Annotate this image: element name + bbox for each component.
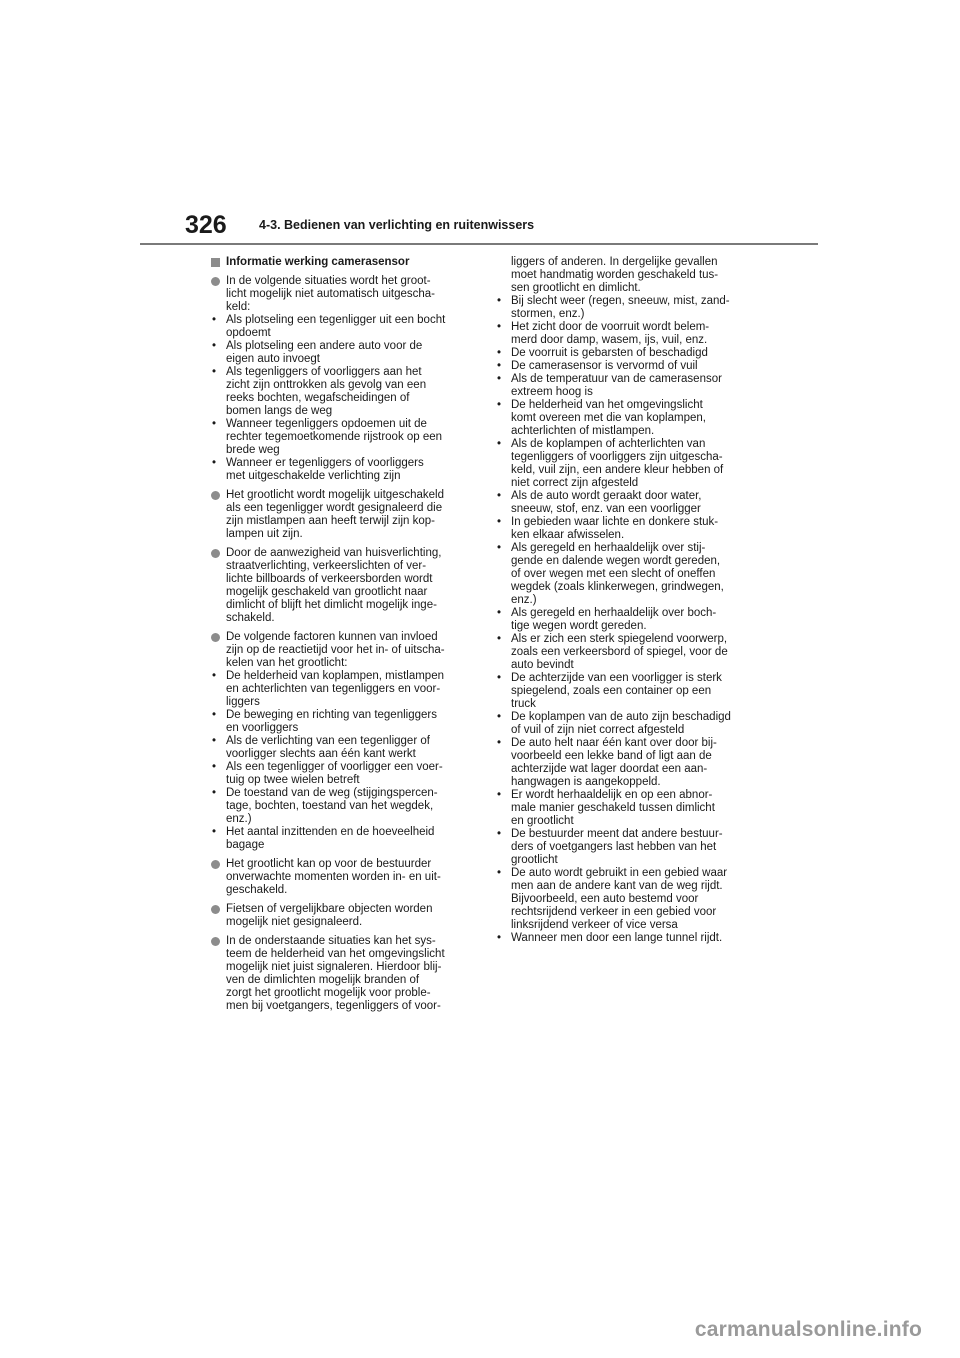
- paragraph-item: [211, 858, 469, 897]
- page-header: [0, 0, 960, 250]
- bullet-text: Wanneer men door een lange tunnel rijdt.: [511, 932, 723, 944]
- bullet-icon: •: [497, 295, 502, 307]
- bullet-item: [496, 399, 754, 438]
- right-bullet-list: [496, 295, 754, 945]
- bullet-text: De beweging en richting van tegenliggers en voorliggers: [226, 709, 437, 734]
- paragraph-item: [211, 547, 469, 625]
- bullet-item: [496, 711, 754, 737]
- bullet-icon: •: [212, 340, 217, 352]
- left-paragraphs: [211, 275, 469, 1013]
- bullet-item: [496, 789, 754, 828]
- bullet-text: De helderheid van koplampen, mistlampen en achterlichten van tegenliggers en voor- liggers: [226, 670, 444, 708]
- bullet-text: De toestand van de weg (stijgingspercen- tage, bochten, toestand van het wegdek, enz.): [226, 787, 438, 825]
- bullet-item: [211, 340, 469, 366]
- bullet-text: Als plotseling een andere auto voor de eigen auto invoegt: [226, 340, 423, 365]
- bullet-text: Als de auto wordt geraakt door water, sneeuw, stof, enz. van een voorligger: [511, 490, 702, 515]
- right-column: [496, 256, 754, 945]
- left-column: [211, 256, 469, 1013]
- bullet-item: [496, 607, 754, 633]
- section-title: Informatie werking camerasensor: [226, 256, 410, 268]
- paragraph-text: In de volgende situaties wordt het groot- licht mogelijk niet automatisch uitgescha- keld:: [226, 275, 436, 313]
- bullet-text: Als geregeld en herhaaldelijk over stij- gende en dalende wegen wordt gereden, of over wegen met een slecht of oneffen wegdek (zoals klinkerwegen, grindwegen, enz.): [511, 542, 724, 606]
- bullet-item: [496, 516, 754, 542]
- bullet-item: [496, 438, 754, 490]
- bullet-item: [211, 826, 469, 852]
- bullet-text: Het zicht door de voorruit wordt belem- merd door damp, wasem, ijs, vuil, enz.: [511, 321, 710, 346]
- bullet-icon: •: [497, 633, 502, 645]
- square-icon: [211, 258, 220, 267]
- bullet-text: Wanneer er tegenliggers of voorliggers met uitgeschakelde verlichting zijn: [226, 457, 424, 482]
- paragraph-item: [211, 935, 469, 1013]
- right-lead-text: liggers of anderen. In dergelijke gevallen moet handmatig worden geschakeld tus- sen grootlicht en dimlicht.: [511, 256, 719, 294]
- bullet-text: De auto wordt gebruikt in een gebied waar men aan de andere kant van de weg rijdt. Bijvoorbeeld, een auto bestemd voor rechtsrijdend verkeer in een gebied voor linksrijdend verkeer of vice versa: [511, 867, 728, 931]
- page-number: 326: [185, 211, 227, 239]
- paragraph-text: De volgende factoren kunnen van invloed zijn op de reactietijd voor het in- of uitscha- kelen van het grootlicht:: [226, 631, 445, 669]
- bullet-icon: •: [497, 360, 502, 372]
- bullet-item: [496, 373, 754, 399]
- bullet-text: Als geregeld en herhaaldelijk over boch- tige wegen wordt gereden.: [511, 607, 717, 632]
- paragraph-item: [211, 275, 469, 483]
- bullet-icon: •: [497, 672, 502, 684]
- bullet-icon: •: [497, 399, 502, 411]
- dot-icon: [211, 860, 220, 869]
- bullet-text: Als plotseling een tegenligger uit een bocht opdoemt: [226, 314, 446, 339]
- bullet-item: [211, 761, 469, 787]
- bullet-text: Als tegenliggers of voorliggers aan het zicht zijn onttrokken als gevolg van een reeks bochten, wegafscheidingen of bomen langs de weg: [226, 366, 427, 417]
- bullet-icon: •: [212, 457, 217, 469]
- dot-icon: [211, 633, 220, 642]
- dot-icon: [211, 549, 220, 558]
- bullet-item: [496, 490, 754, 516]
- paragraph-item: [211, 631, 469, 852]
- bullet-text: De helderheid van het omgevingslicht komt overeen met die van koplampen, achterlichten of mistlampen.: [511, 399, 706, 437]
- bullet-item: [496, 932, 754, 945]
- bullet-item: [211, 670, 469, 709]
- bullet-item: [496, 828, 754, 867]
- bullet-icon: •: [212, 418, 217, 430]
- bullet-item: [496, 633, 754, 672]
- bullet-text: De koplampen van de auto zijn beschadigd of vuil of zijn niet correct afgesteld: [511, 711, 731, 736]
- bullet-text: De auto helt naar één kant over door bij- voorbeeld een lekke band of ligt aan de achterzijde wat lager doordat een aan- hangwagen is aangekoppeld.: [511, 737, 717, 788]
- paragraph-text: Het grootlicht kan op voor de bestuurder onverwachte momenten worden in- en uit- geschakeld.: [226, 858, 441, 896]
- chapter-title: 4-3. Bedienen van verlichting en ruitenwissers: [259, 218, 535, 232]
- bullet-icon: •: [497, 828, 502, 840]
- bullet-text: In gebieden waar lichte en donkere stuk- ken elkaar afwisselen.: [511, 516, 719, 541]
- paragraph-text: In de onderstaande situaties kan het sys- teem de helderheid van het omgevingslicht mogelijk niet juist signaleren. Hierdoor blij- ven de dimlichten mogelijk branden of zorgt het grootlicht mogelijk voor proble- men bij voetgangers, tegenliggers of voor-: [226, 935, 445, 1012]
- bullet-item: [496, 321, 754, 347]
- bullet-icon: •: [212, 761, 217, 773]
- bullet-icon: •: [497, 789, 502, 801]
- bullet-text: Als een tegenligger of voorligger een voer- tuig op twee wielen betreft: [226, 761, 443, 786]
- bullet-icon: •: [497, 516, 502, 528]
- section-heading: [211, 256, 469, 269]
- bullet-item: [211, 366, 469, 418]
- bullet-item: [496, 542, 754, 607]
- bullet-icon: •: [497, 490, 502, 502]
- dot-icon: [211, 905, 220, 914]
- paragraph-text: Door de aanwezigheid van huisverlichting, straatverlichting, verkeerslichten of ver- lichte billboards of verkeersborden wordt mogelijk geschakeld van grootlicht naar dimlicht of blijft het dimlicht mogelijk inge- schakeld.: [226, 547, 442, 624]
- bullet-icon: •: [497, 607, 502, 619]
- bullet-icon: •: [212, 670, 217, 682]
- bullet-item: [211, 314, 469, 340]
- bullet-icon: •: [497, 347, 502, 359]
- bullet-item: [496, 295, 754, 321]
- bullet-icon: •: [212, 314, 217, 326]
- paragraph-text: Het grootlicht wordt mogelijk uitgeschakeld als een tegenligger wordt gesignaleerd die zijn mistlampen aan heeft terwijl zijn kop- lampen uit zijn.: [226, 489, 444, 540]
- bullet-item: [496, 347, 754, 360]
- bullet-text: Als er zich een sterk spiegelend voorwerp, zoals een verkeersbord of spiegel, voor de auto bevindt: [511, 633, 728, 671]
- bullet-item: [211, 735, 469, 761]
- dot-icon: [211, 277, 220, 286]
- bullet-text: Als de koplampen of achterlichten van tegenliggers of voorliggers zijn uitgescha- keld, vuil zijn, een andere kleur hebben of niet correct zijn afgesteld: [511, 438, 724, 489]
- bullet-icon: •: [212, 787, 217, 799]
- bullet-item: [211, 418, 469, 457]
- bullet-item: [496, 672, 754, 711]
- bullet-icon: •: [497, 373, 502, 385]
- dot-icon: [211, 491, 220, 500]
- bullet-text: Er wordt herhaaldelijk en op een abnor- male manier geschakeld tussen dimlicht en grootlicht: [511, 789, 715, 827]
- paragraph-item: [211, 489, 469, 541]
- footer-watermark: carmanualsonline.info: [694, 1318, 922, 1341]
- bullet-item: [496, 737, 754, 789]
- bullet-icon: •: [497, 867, 502, 879]
- bullet-icon: •: [497, 542, 502, 554]
- bullet-icon: •: [497, 711, 502, 723]
- bullet-item: [211, 457, 469, 483]
- bullet-item: [496, 867, 754, 932]
- bullet-item: [211, 709, 469, 735]
- bullet-icon: •: [497, 321, 502, 333]
- bullet-icon: •: [212, 826, 217, 838]
- bullet-icon: •: [497, 737, 502, 749]
- paragraph-item: [211, 903, 469, 929]
- bullet-text: De voorruit is gebarsten of beschadigd: [511, 347, 708, 359]
- bullet-text: Als de temperatuur van de camerasensor extreem hoog is: [511, 373, 722, 398]
- bullet-icon: •: [497, 438, 502, 450]
- bullet-item: [211, 787, 469, 826]
- bullet-text: Bij slecht weer (regen, sneeuw, mist, zand- stormen, enz.): [511, 295, 730, 320]
- header-divider: [140, 243, 818, 245]
- bullet-icon: •: [212, 709, 217, 721]
- paragraph-text: Fietsen of vergelijkbare objecten worden mogelijk niet gesignaleerd.: [226, 903, 433, 928]
- bullet-item: [496, 360, 754, 373]
- bullet-text: Wanneer tegenliggers opdoemen uit de rechter tegemoetkomende rijstrook op een brede weg: [226, 418, 443, 456]
- bullet-text: Als de verlichting van een tegenligger of voorligger slechts aan één kant werkt: [226, 735, 430, 760]
- bullet-text: Het aantal inzittenden en de hoeveelheid bagage: [226, 826, 435, 851]
- bullet-text: De bestuurder meent dat andere bestuur- ders of voetgangers last hebben van het grootlicht: [511, 828, 723, 866]
- dot-icon: [211, 937, 220, 946]
- bullet-icon: •: [212, 366, 217, 378]
- bullet-text: De camerasensor is vervormd of vuil: [511, 360, 698, 372]
- bullet-icon: •: [497, 932, 502, 944]
- bullet-icon: •: [212, 735, 217, 747]
- bullet-text: De achterzijde van een voorligger is sterk spiegelend, zoals een container op een truck: [511, 672, 722, 710]
